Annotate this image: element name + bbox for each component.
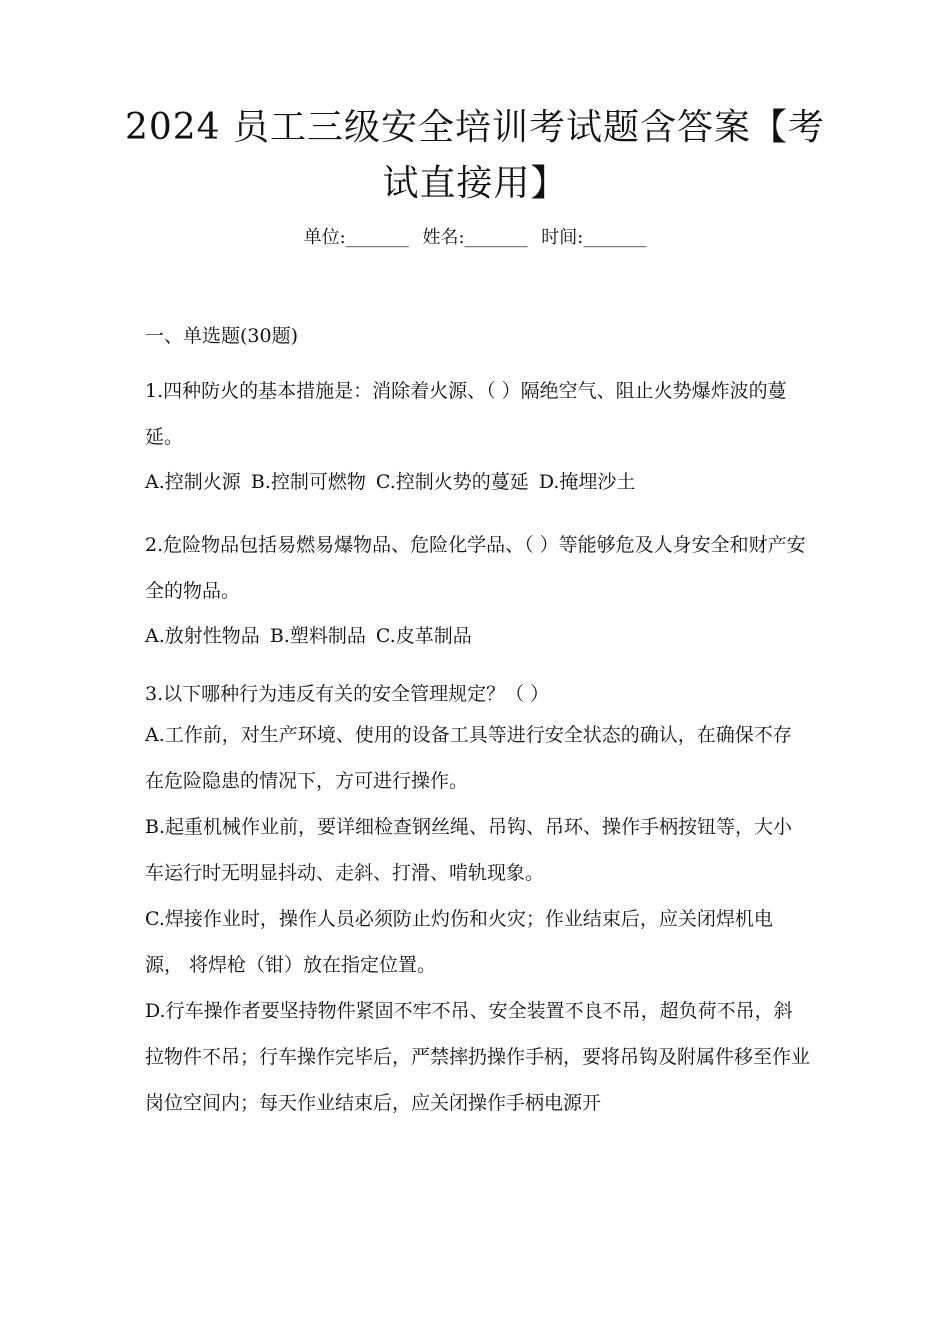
option-c: C.控制火势的蔓延 [375, 471, 529, 493]
option-d: D.行车操作者要坚持物件紧固不牢不吊、安全装置不良不吊，超负荷不吊，斜拉物件不吊；行车操作完毕后，严禁摔扔操作手柄，要将吊钩及附属件移至作业岗位空间内；每天作业结束后，应关闭操作手柄电源开 [145, 1000, 811, 1114]
unit-field: 单位:_______ [303, 227, 409, 248]
option-d: D.掩埋沙土 [538, 471, 636, 493]
section-heading: 一、单选题(30题) [145, 325, 299, 347]
option-b: B.起重机械作业前，要详细检查钢丝绳、吊钩、吊环、操作手柄按钮等，大小车运行时无明显抖动、走斜、打滑、啃轨现象。 [145, 816, 793, 884]
document-body [145, 318, 810, 1126]
option-b: B.控制可燃物 [250, 471, 366, 493]
time-field: 时间:_______ [541, 227, 647, 248]
option-c: C.焊接作业时，操作人员必须防止灼伤和火灾；作业结束后，应关闭焊机电源， 将焊枪（钳）放在指定位置。 [145, 908, 773, 976]
question-stem: 2.危险物品包括易燃易爆物品、危险化学品、（ ）等能够危及人身安全和财产安全的物品。 [145, 534, 806, 602]
option-b: B.塑料制品 [269, 625, 366, 647]
option-a: A.控制火源 [145, 471, 241, 493]
option-a: A.放射性物品 [145, 625, 260, 647]
question-options [145, 618, 810, 654]
option-c: C.皮革制品 [375, 625, 472, 647]
header-info-line [0, 224, 950, 252]
document-title: 2024 员工三级安全培训考试题含答案【考试直接用】 [124, 107, 826, 204]
question-1 [145, 368, 810, 500]
question-options [145, 464, 810, 500]
question-3 [145, 676, 810, 1126]
question-stem: 3.以下哪种行为违反有关的安全管理规定？（ ） [145, 683, 550, 705]
question-stem: 1.四种防火的基本措施是：消除着火源、（ ）隔绝空气、阻止火势爆炸波的蔓延。 [145, 380, 787, 448]
name-field: 姓名:_______ [422, 227, 528, 248]
option-a: A.工作前，对生产环境、使用的设备工具等进行安全状态的确认，在确保不存在危险隐患的情况下，方可进行操作。 [145, 724, 792, 792]
question-2 [145, 522, 810, 654]
